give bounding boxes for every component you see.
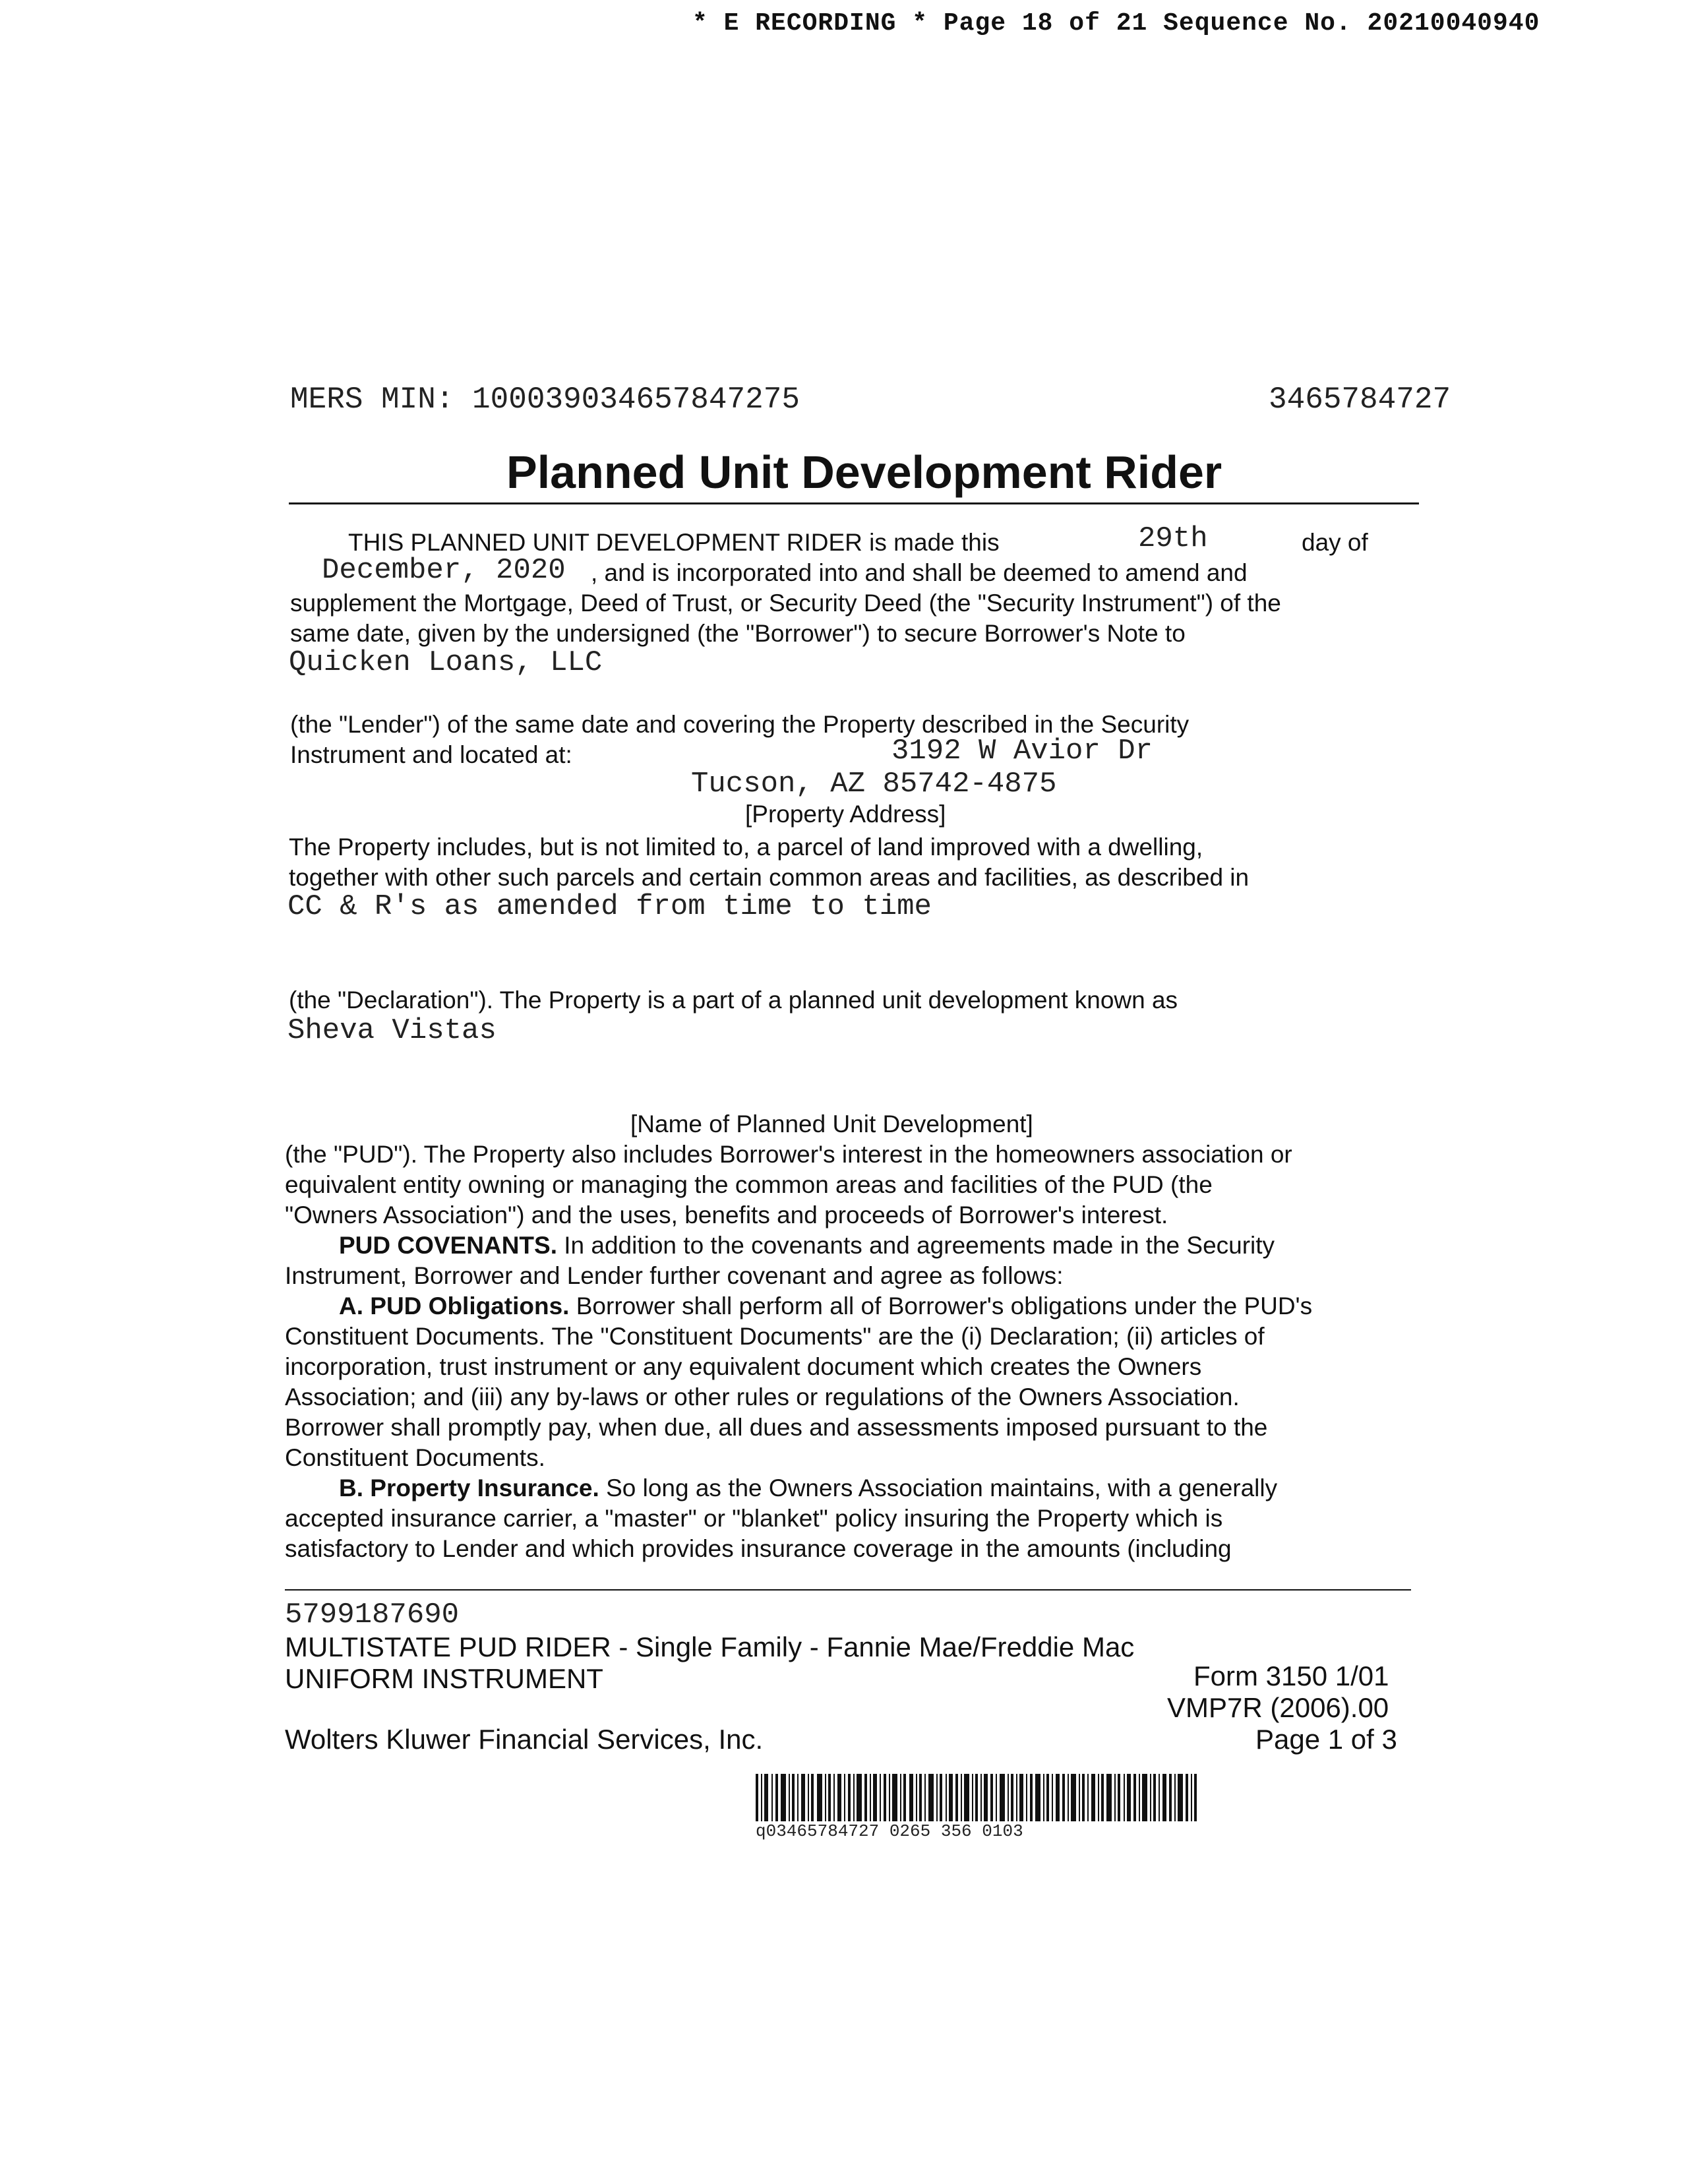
footer-form-line: MULTISTATE PUD RIDER - Single Family - Fannie Mae/Freddie Mac — [285, 1631, 1135, 1662]
covenants-text-b: Instrument, Borrower and Lender further covenant and agree as follows: — [285, 1262, 1064, 1289]
property-text-b: together with other such parcels and certain common areas and facilities, as described in — [289, 864, 1250, 891]
pud-name-field: Sheva Vistas — [287, 1014, 497, 1047]
section-a-line-1 — [285, 1291, 1366, 1321]
pud-paragraph — [285, 1139, 1366, 1564]
pud-text-a: (the "PUD"). The Property also includes Borrower's interest in the homeowners association or — [285, 1141, 1292, 1168]
intro-text-d: supplement the Mortgage, Deed of Trust, or Security Deed (the "Security Instrument") of the — [290, 590, 1281, 617]
intro-text-c: , and is incorporated into and shall be deemed to amend and — [591, 559, 1248, 586]
section-b-text-2: accepted insurance carrier, a "master" or "blanket" policy insuring the Property which is — [285, 1505, 1223, 1532]
pud-text-b: equivalent entity owning or managing the common areas and facilities of the PUD (the — [285, 1171, 1213, 1198]
day-field: 29th — [1138, 522, 1208, 555]
lender-field: Quicken Loans, LLC — [289, 646, 603, 679]
section-a-text-1: Borrower shall perform all of Borrower's obligations under the PUD's — [569, 1292, 1313, 1320]
section-b-heading: B. Property Insurance. — [339, 1474, 599, 1502]
covenants-text-a: In addition to the covenants and agreements made in the Security — [557, 1232, 1275, 1259]
lender-text-b: Instrument and located at: — [290, 741, 572, 768]
title-underline — [289, 502, 1419, 504]
section-a-text-3: incorporation, trust instrument or any equivalent document which creates the Owners — [285, 1353, 1202, 1380]
address-line1-field: 3192 W Avior Dr — [891, 735, 1153, 768]
intro-text-b: day of — [1302, 529, 1368, 556]
pud-text-c: "Owners Association") and the uses, benefits and proceeds of Borrower's interest. — [285, 1201, 1168, 1228]
declaration-field: CC & R's as amended from time to time — [287, 890, 932, 923]
section-a-text-5: Borrower shall promptly pay, when due, all dues and assessments imposed pursuant to the — [285, 1414, 1268, 1441]
footer-page-number: Page 1 of 3 — [1255, 1724, 1397, 1755]
footer-doc-id: 5799187690 — [285, 1598, 460, 1631]
month-year-field: December, 2020 — [322, 554, 566, 587]
pud-name-label: [Name of Planned Unit Development] — [630, 1110, 1033, 1138]
footer-form-number: Form 3150 1/01 — [1193, 1660, 1389, 1691]
section-b-line-1 — [285, 1473, 1366, 1503]
loan-number: 3465784727 — [1269, 382, 1451, 417]
section-a-text-4: Association; and (iii) any by-laws or other rules or regulations of the Owners Association. — [285, 1383, 1240, 1410]
address-line2-field: Tucson, AZ 85742-4875 — [691, 768, 1057, 801]
footer-publisher: Wolters Kluwer Financial Services, Inc. — [285, 1724, 764, 1755]
declaration-text: (the "Declaration"). The Property is a part of a planned unit development known as — [289, 986, 1178, 1014]
property-text-a: The Property includes, but is not limited to, a parcel of land improved with a dwelling, — [289, 834, 1203, 861]
footer-rule — [285, 1589, 1411, 1591]
covenants-heading: PUD COVENANTS. — [339, 1232, 557, 1259]
intro-text-a: THIS PLANNED UNIT DEVELOPMENT RIDER is made this — [348, 529, 1000, 556]
page-title: Planned Unit Development Rider — [506, 446, 1222, 498]
covenants-line-1 — [285, 1230, 1366, 1261]
barcode — [756, 1774, 1197, 1821]
section-a-heading: A. PUD Obligations. — [339, 1292, 570, 1320]
mers-min: MERS MIN: 100039034657847275 — [290, 382, 800, 417]
section-a-text-6: Constituent Documents. — [285, 1444, 545, 1471]
lender-text-a: (the "Lender") of the same date and covering the Property described in the Security — [290, 711, 1190, 738]
footer-vmp: VMP7R (2006).00 — [1167, 1692, 1389, 1723]
intro-text-e: same date, given by the undersigned (the "Borrower") to secure Borrower's Note to — [290, 620, 1186, 647]
section-b-text-1: So long as the Owners Association maintains, with a generally — [599, 1474, 1278, 1502]
barcode-text: q03465784727 0265 356 0103 — [756, 1821, 1023, 1841]
section-b-text-3: satisfactory to Lender and which provides insurance coverage in the amounts (including — [285, 1535, 1232, 1562]
recording-stamp: * E RECORDING * Page 18 of 21 Sequence No. 20210040940 — [692, 9, 1540, 38]
footer-uniform: UNIFORM INSTRUMENT — [285, 1663, 603, 1694]
property-address-label: [Property Address] — [745, 801, 946, 828]
section-a-text-2: Constituent Documents. The "Constituent Documents" are the (i) Declaration; (ii) articles of — [285, 1323, 1265, 1350]
